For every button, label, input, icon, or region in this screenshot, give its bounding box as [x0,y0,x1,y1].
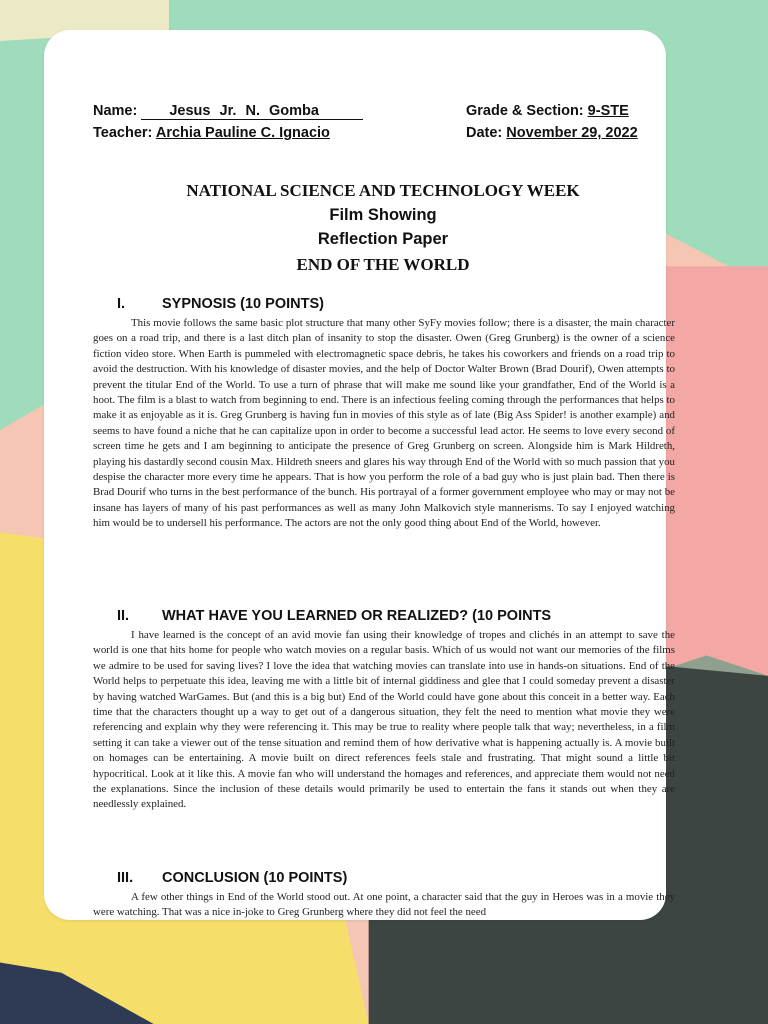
grade-value: 9-STE [587,103,629,119]
section-heading [117,608,551,624]
date-value: November 29, 2022 [506,125,638,141]
section-number: III. [117,870,134,886]
name-label: Name: [93,103,138,119]
section-body: A few other things in End of the World stood out. At one point, a character said that the guy in Heroes was in a movie they were watching. That was a nice in-joke to Greg Grunberg where they did not feel the need [93,891,675,919]
section-heading [117,870,347,886]
name-line [93,103,363,120]
section-body: I have learned is the concept of an avid movie fan using their knowledge of tropes and clichés in an attempt to save the world is one that hits home for people who watch movies on a regular basis. Which of us would not want our memories of the films we admire to be used for saving lives? I love the idea that watching movies can translate into use in hands-on situations. End of the World helps to perpetuate this idea, leaving me with a little bit of internal giddiness and glee that I could someday prevent a disaster by having watched WarGames. But (and this is a big but) End of the World could have gone about this conceit in a better way. Each time that the characters thought up a way to get out of a dangerous situation, they felt the need to mention what movie they were referencing and explain why they were referencing it. This may be true to reality where people talk that way; nevertheless, in a film setting it can take a viewer out of the tense situation and remind them of how derivative what is happening actually is. A movie built on homages can be entertaining. A movie built on direct references feels stale and frustrating. That might sound a little bit hypocritical. Look at it like this. A movie fan who will understand the homages and references, and appreciate them would not need the explanations. Since the inclusion of these details would primarily be used to entertain the fans it stands out when they are needlessly explained. [93,629,675,811]
date-label: Date: [466,125,503,141]
film-title: END OF THE WORLD [296,255,470,274]
section-number: II. [117,608,130,624]
date-line [466,125,638,141]
section-heading-text: SYPNOSIS (10 POINTS) [162,296,324,312]
section-heading-text: WHAT HAVE YOU LEARNED OR REALIZED? (10 POINTS [162,608,552,624]
teacher-line [93,125,330,141]
section-heading [117,296,324,312]
paper-type-title: Reflection Paper [317,230,449,248]
teacher-value: Archia Pauline C. Ignacio [155,125,330,141]
teacher-label: Teacher: [93,125,153,141]
event-title: NATIONAL SCIENCE AND TECHNOLOGY WEEK [186,181,580,200]
activity-title: Film Showing [329,206,437,224]
section-heading-text: CONCLUSION (10 POINTS) [162,870,348,886]
grade-line [466,103,629,119]
section-number: I. [117,296,126,312]
section-body: This movie follows the same basic plot structure that many other SyFy movies follow; there is a disaster, the main character goes on a road trip, and there is a last ditch plan of insanity to stop the disaster. Owen (Greg Grunberg) is the owner of a science fiction video store. When Earth is pummeled with electromagnetic space debris, he takes his coworkers and friends on a road trip to avoid the destruction. With his knowledge of disaster movies, and the help of Doctor Walter Brown (Brad Dourif), Owen attempts to prevent the titular End of the World. To use a turn of phrase that will make me sound like your grandfather, End of the World is a hoot. The film is a blast to watch from beginning to end. There is an infectious feeling coming through the performances that helps to make it as enjoyable as it is. Greg Grunberg is having fun in movies of this style as of late (Big Ass Spider! is another example) and seems to have found a niche that he can capitalize upon in order to become a successful lead actor. He seems to love every second of screen time he gets and I am beginning to anticipate the presence of Greg Grunberg on screen. Alongside him is Mark Hildreth, playing his dastardly second cousin Max. Hildreth sneers and glares his way through End of the World with so much passion that you despise the character more every time he appears. That is how you perform the role of a bad guy who is just plain bad. Then there is Brad Dourif who turns in the best performance of the bunch. His portrayal of a former government employee who may or may not be insane has layers of many of his past performances as well as many John Malkovich style mannerisms. To say I enjoyed watching him would be to undersell his performance. The actors are not the only good thing about End of the World, however. [93,317,675,530]
grade-label: Grade & Section: [466,103,584,119]
name-value: Jesus Jr. N. Gomba [141,103,363,120]
